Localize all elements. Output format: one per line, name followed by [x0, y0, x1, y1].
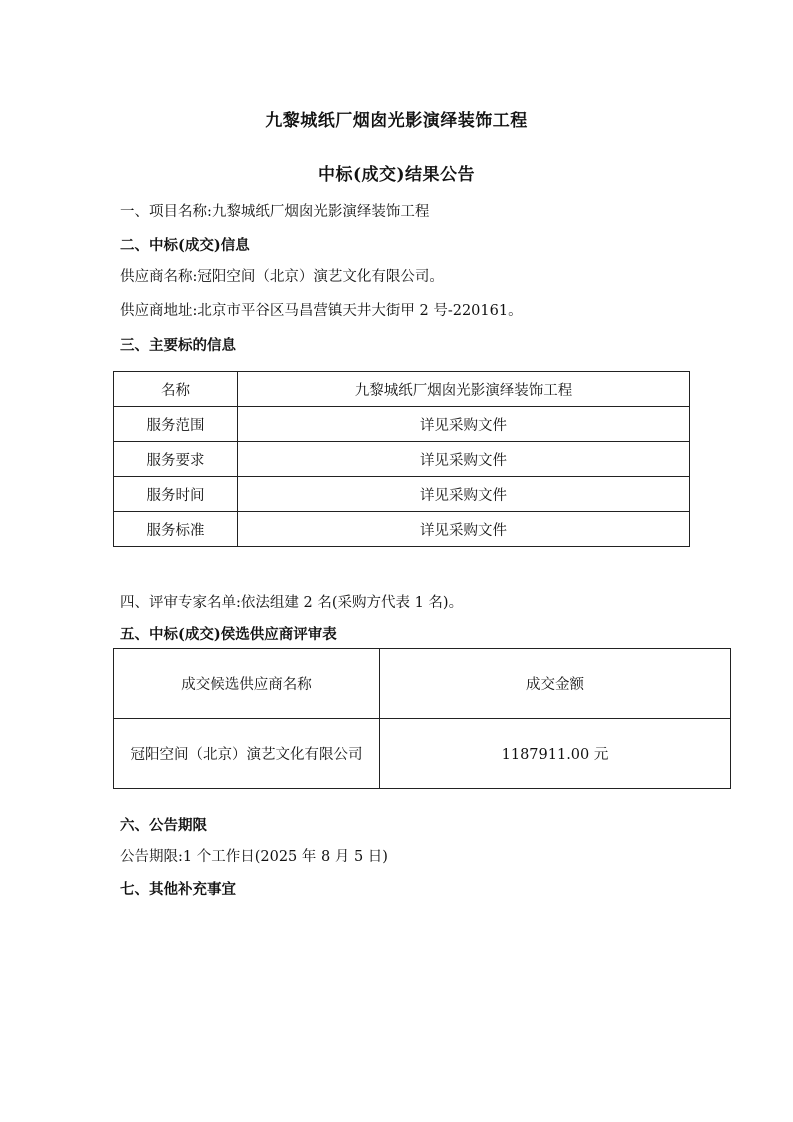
supplier-address-line: 供应商地址:北京市平谷区马昌营镇天井大街甲 2 号-220161。 — [120, 303, 523, 319]
section-award-info-heading: 二、中标(成交)信息 — [120, 237, 250, 254]
candidate-evaluation-table — [113, 648, 731, 789]
row-label: 名称 — [114, 372, 238, 407]
row-value: 详见采购文件 — [238, 407, 690, 442]
table-row — [114, 407, 690, 442]
candidate-name-cell: 冠阳空间（北京）演艺文化有限公司 — [114, 719, 380, 789]
supplier-name-line: 供应商名称:冠阳空间（北京）演艺文化有限公司。 — [120, 269, 444, 285]
table-row — [114, 512, 690, 547]
section-candidate-heading: 五、中标(成交)侯选供应商评审表 — [120, 626, 337, 643]
expert-list-line: 四、评审专家名单:依法组建 2 名(采购方代表 1 名)。 — [120, 595, 464, 611]
table-row — [114, 372, 690, 407]
document-title: 九黎城纸厂烟囱光影演绎装饰工程 — [265, 111, 528, 131]
table-row — [114, 719, 731, 789]
row-label: 服务标准 — [114, 512, 238, 547]
candidate-amount-cell: 1187911.00 元 — [380, 719, 731, 789]
project-name-line: 一、项目名称:九黎城纸厂烟囱光影演绎装饰工程 — [120, 204, 430, 220]
section-subject-info-heading: 三、主要标的信息 — [120, 337, 236, 354]
row-value: 详见采购文件 — [238, 442, 690, 477]
row-label: 服务要求 — [114, 442, 238, 477]
section-other-matters-heading: 七、其他补充事宜 — [120, 881, 236, 898]
row-value: 详见采购文件 — [238, 512, 690, 547]
table-header-row — [114, 649, 731, 719]
table-row — [114, 442, 690, 477]
row-label: 服务时间 — [114, 477, 238, 512]
column-header: 成交金额 — [380, 649, 731, 719]
column-header: 成交候选供应商名称 — [114, 649, 380, 719]
row-value: 九黎城纸厂烟囱光影演绎装饰工程 — [238, 372, 690, 407]
table-row — [114, 477, 690, 512]
document-subtitle: 中标(成交)结果公告 — [317, 165, 476, 185]
subject-info-table — [113, 371, 690, 547]
row-label: 服务范围 — [114, 407, 238, 442]
notice-period-line: 公告期限:1 个工作日(2025 年 8 月 5 日) — [120, 849, 388, 865]
row-value: 详见采购文件 — [238, 477, 690, 512]
section-notice-period-heading: 六、公告期限 — [120, 817, 207, 834]
